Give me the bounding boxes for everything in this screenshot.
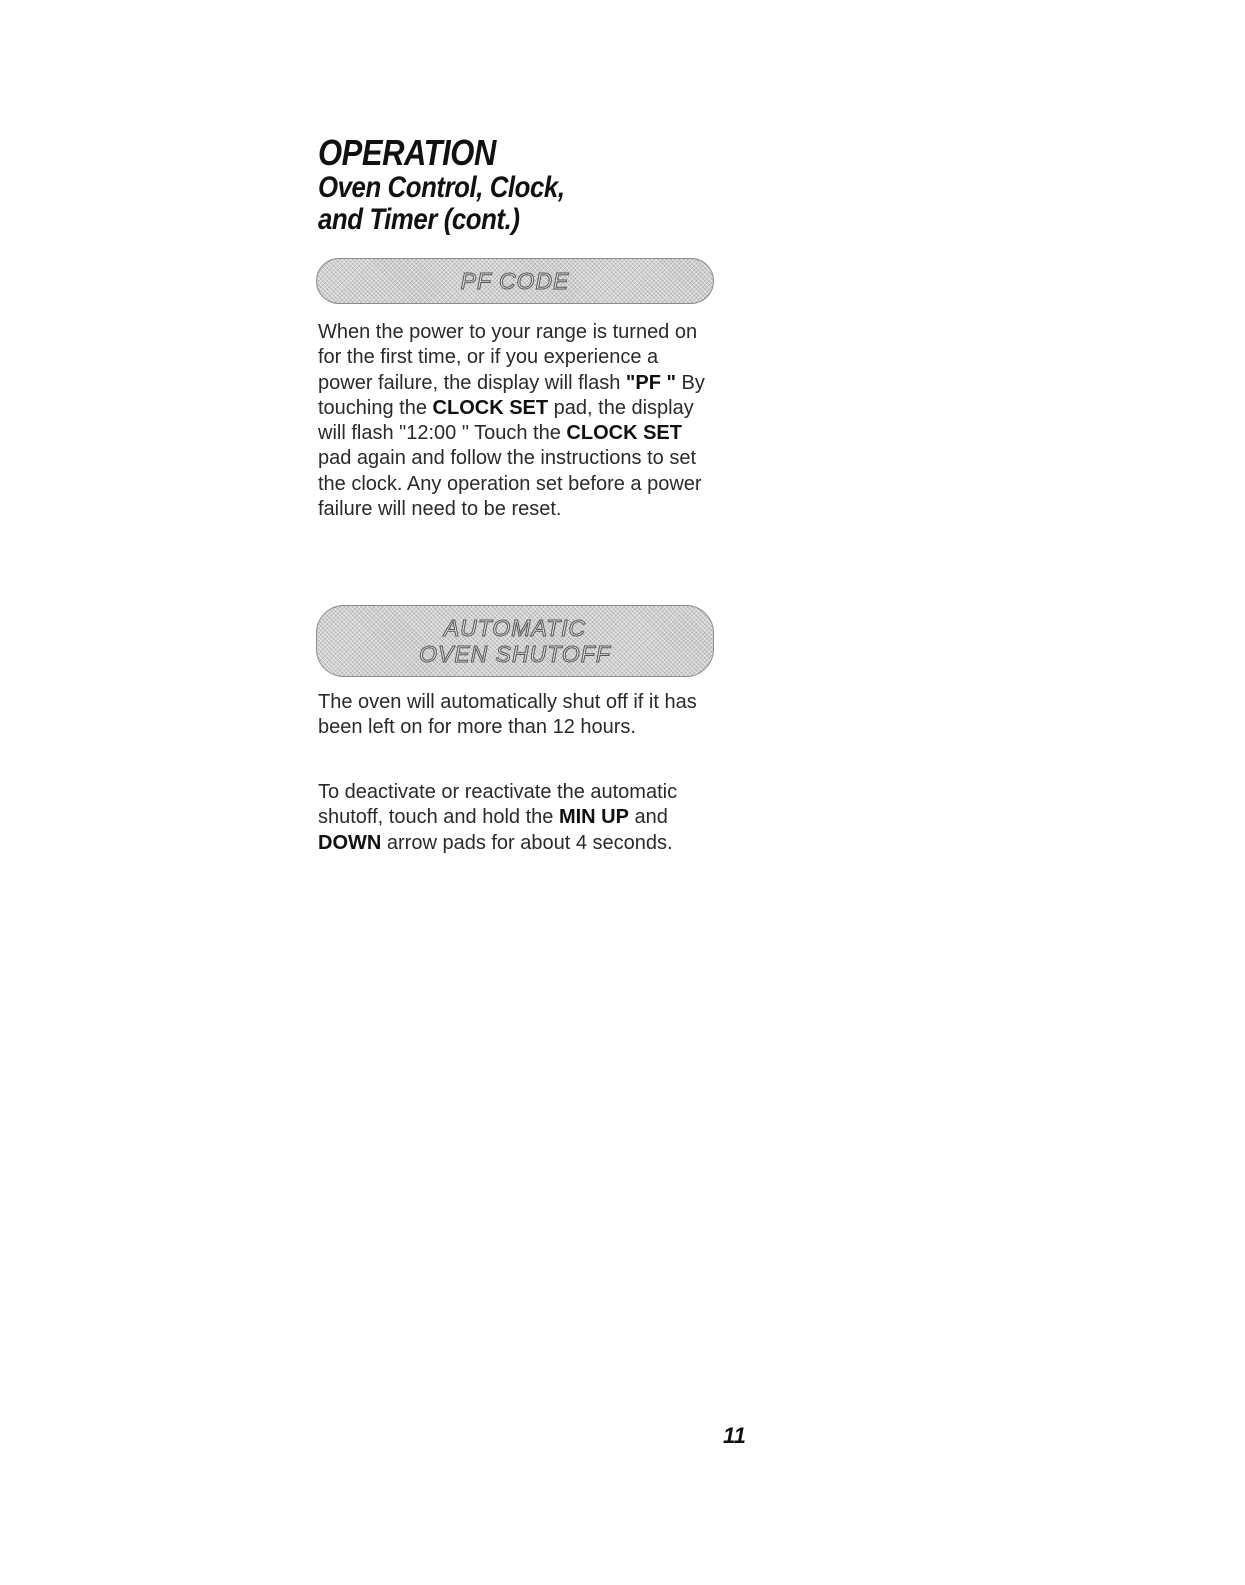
automatic-oven-shutoff-banner [316, 605, 714, 677]
min-up-label: MIN UP [558, 806, 629, 829]
pf-code-banner-label: PF CODE [460, 268, 570, 294]
auto-banner-line2: OVEN SHUTOFF [419, 641, 611, 667]
pf-display-code: "PF " [625, 371, 676, 394]
auto-shutoff-paragraph-2 [318, 780, 718, 856]
auto-shutoff-paragraph-1: The oven will automatically shut off if it has been left on for more than 12 hours. [318, 691, 697, 739]
down-label: DOWN [318, 831, 382, 854]
pf-code-banner [316, 258, 714, 304]
auto-text-2: and [628, 806, 668, 829]
auto-text-3: arrow pads for about 4 seconds. [381, 831, 673, 854]
pf-text-2: By touching the [318, 371, 705, 419]
pf-code-paragraph [318, 320, 718, 522]
clock-set-label-1: CLOCK SET [432, 396, 549, 419]
auto-banner-line1: AUTOMATIC [443, 615, 587, 641]
page-heading [318, 134, 738, 236]
page-title: OPERATION [318, 132, 496, 173]
clock-set-label-2: CLOCK SET [566, 422, 682, 445]
auto-text-1: To deactivate or reactivate the automatic shutoff, touch and hold the [318, 781, 678, 829]
page-number: 11 [723, 1423, 746, 1448]
page-subtitle-line2: and Timer (cont.) [318, 203, 520, 236]
page-subtitle-line1: Oven Control, Clock, [318, 171, 565, 204]
pf-text-3: pad, the display will flash "12:00 " Touch the [318, 396, 694, 445]
pf-text-4: pad again and follow the instructions to set the clock. Any operation set before a power failure will need to be reset. [318, 447, 702, 521]
pf-text-1: When the power to your range is turned on for the first time, or if you experience a power failure, the display will flash [318, 321, 698, 394]
